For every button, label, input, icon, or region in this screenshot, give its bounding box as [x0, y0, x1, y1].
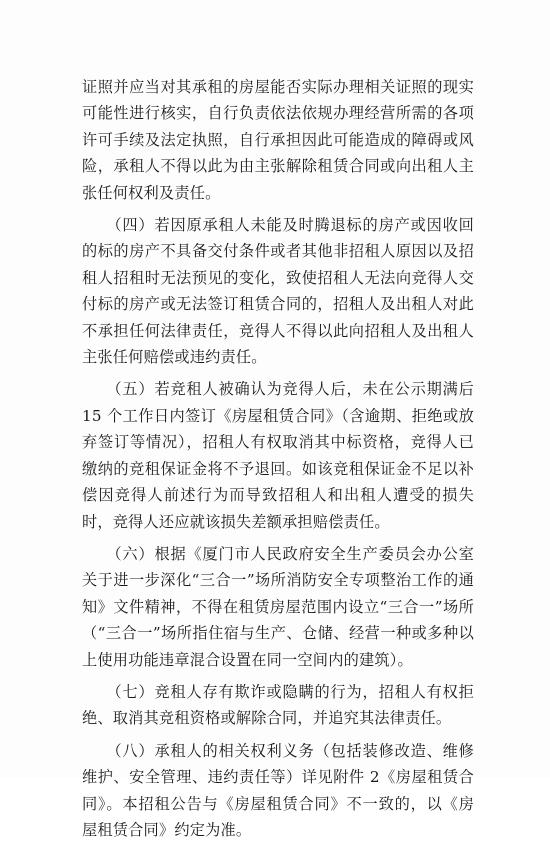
- paragraph-clause-4: （四）若因原承租人未能及时腾退标的房产或因收回的标的房产不具备交付条件或者其他非招租人原因以及招租人招租时无法预见的变化，致使招租人无法向竞得人交付标的房产或无法签订租赁合同的，招租人及出租人对此不承担任何法律责任，竞得人不得以此向招租人及出租人主张任何赔偿或违约责任。: [82, 216, 474, 367]
- paragraph-continued: 证照并应当对其承租的房屋能否实际办理相关证照的现实可能性进行核实，自行负责依法依规办理经营所需的各项许可手续及法定执照，自行承担因此可能造成的障碍或风险，承租人不得以此为由主张解除租赁合同或向出租人主张任何权利及责任。: [82, 78, 474, 202]
- paragraph-clause-7: （七）竞租人存有欺诈或隐瞒的行为，招租人有权拒绝、取消其竞租资格或解除合同，并追究其法律责任。: [82, 682, 474, 728]
- paragraph-clause-5: （五）若竞租人被确认为竞得人后，未在公示期满后 15 个工作日内签订《房屋租赁合同》（含逾期、拒绝或放弃签订等情况），招租人有权取消其中标资格，竞得人已缴纳的竞租保证金将不予退回。如该竞租保证金不足以补偿因竞得人前述行为而导致招租人和出租人遭受的损失时，竞得人还应就该损失差额承担赔偿责任。: [82, 380, 474, 531]
- paragraph-clause-8: （八）承租人的相关权利义务（包括装修改造、维修维护、安全管理、违约责任等）详见附件 2《房屋租赁合同》。本招租公告与《房屋租赁合同》不一致的，以《房屋租赁合同》约定为准。: [82, 741, 474, 839]
- paragraph-clause-6: （六）根据《厦门市人民政府安全生产委员会办公室关于进一步深化“三合一”场所消防安全专项整治工作的通知》文件精神，不得在租赁房屋范围内设立“三合一”场所（“三合一”场所指住宿与生产、仓储、经营一种或多种以上使用功能违章混合设置在同一空间内的建筑）。: [82, 544, 474, 669]
- document-body: [82, 74, 474, 843]
